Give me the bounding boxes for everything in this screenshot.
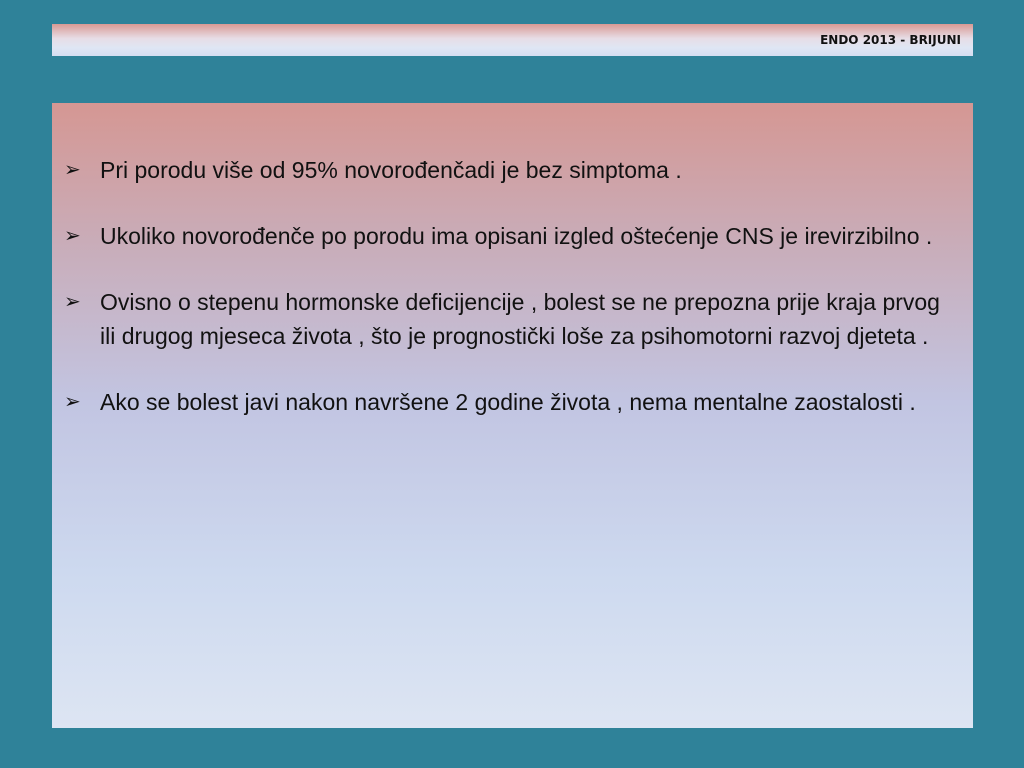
arrowhead-bullet-icon: ➢	[64, 291, 81, 313]
bullet-text: Ukoliko novorođenče po porodu ima opisani izgled oštećenje CNS je irevirzibilno .	[100, 223, 933, 249]
bullet-text: Pri porodu više od 95% novorođenčadi je bez simptoma .	[100, 157, 682, 183]
header-bar	[52, 24, 973, 56]
bullet-text: Ako se bolest javi nakon navršene 2 godine života , nema mentalne zaostalosti .	[100, 389, 916, 415]
bullet-item	[64, 219, 954, 253]
arrowhead-bullet-icon: ➢	[64, 159, 81, 181]
bullet-text: Ovisno o stepenu hormonske deficijencije , bolest se ne prepozna prije kraja prvog ili drugog mjeseca života , što je prognostički loše za psihomotorni razvoj djeteta .	[100, 289, 940, 349]
arrowhead-bullet-icon: ➢	[64, 225, 81, 247]
bullet-list	[64, 153, 954, 451]
header-title: ENDO 2013 - BRIJUNI	[820, 33, 961, 47]
bullet-item	[64, 385, 954, 419]
bullet-item	[64, 153, 954, 187]
bullet-item	[64, 285, 954, 353]
arrowhead-bullet-icon: ➢	[64, 391, 81, 413]
content-panel	[52, 103, 973, 728]
